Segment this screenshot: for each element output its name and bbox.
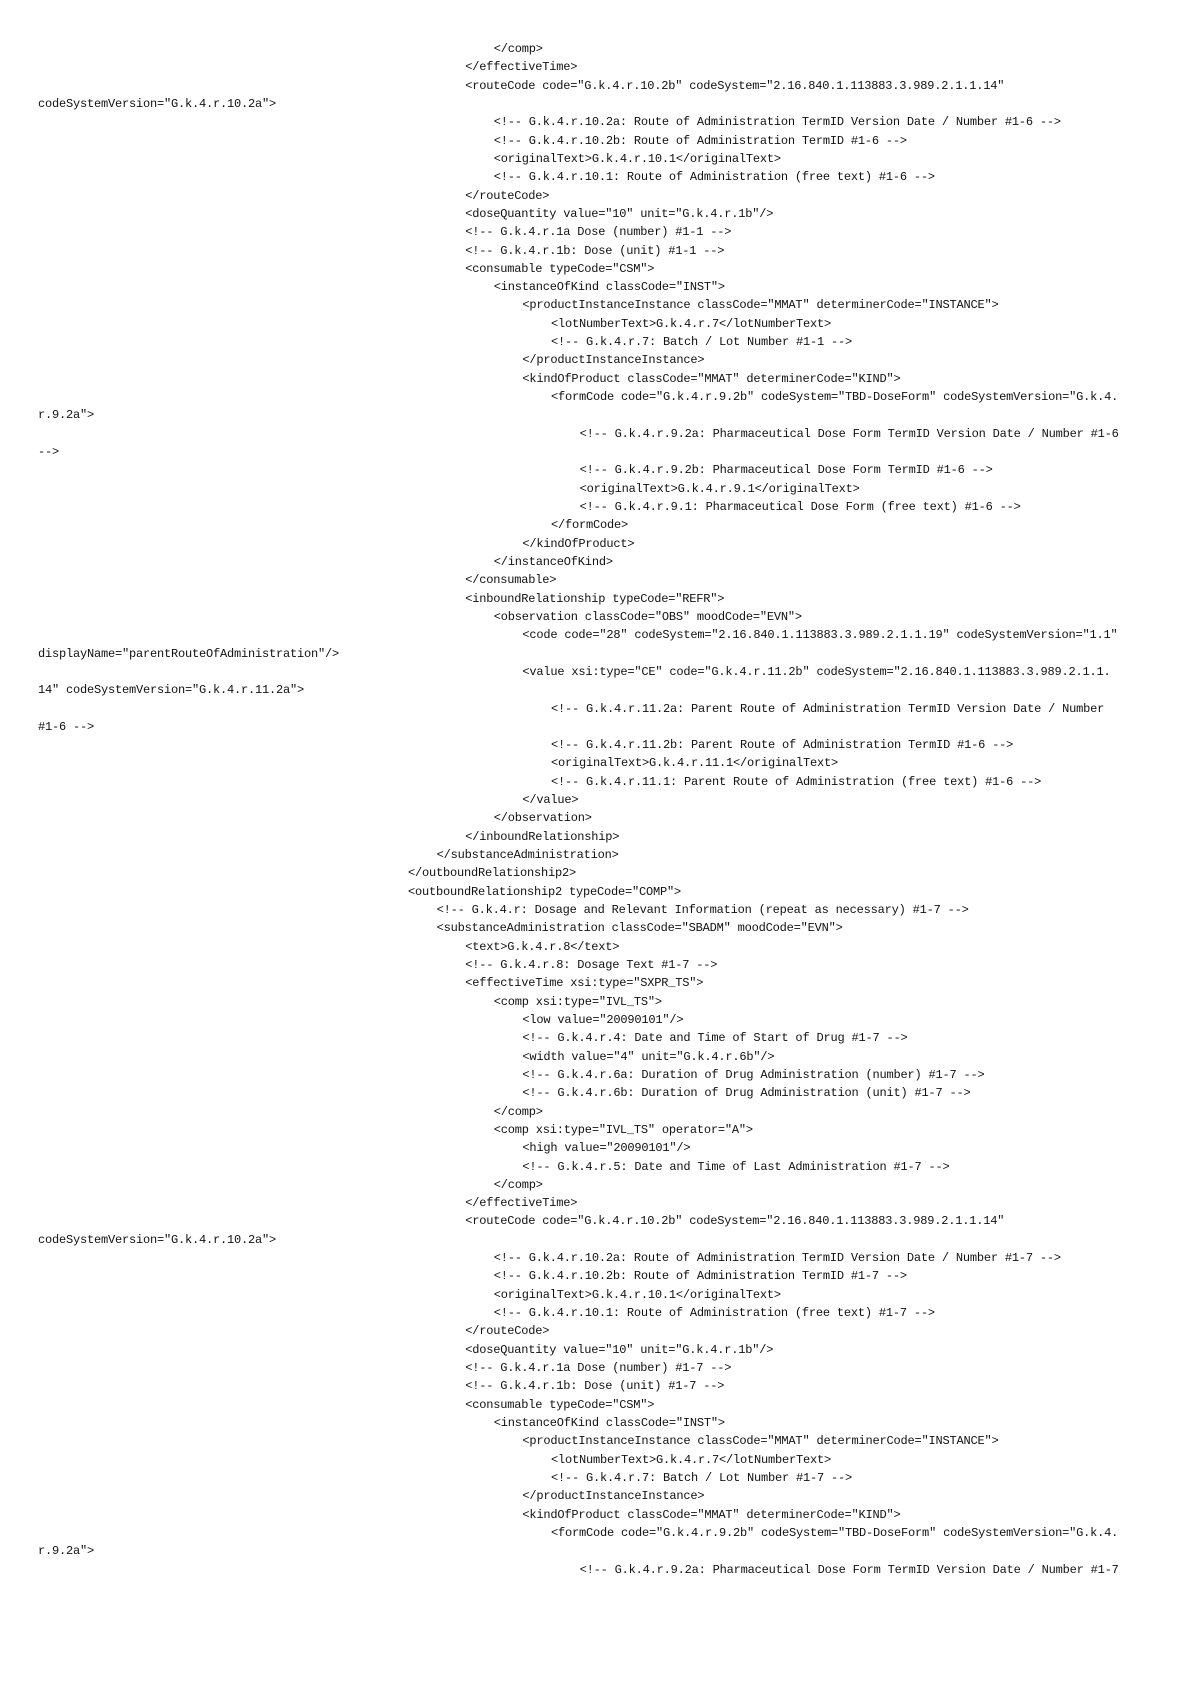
code-line: </effectiveTime> <box>465 60 578 75</box>
code-line: </consumable> <box>465 573 557 588</box>
code-line: <originalText>G.k.4.r.10.1</originalText> <box>493 1287 781 1302</box>
code-line: </productInstanceInstance> <box>522 1489 705 1504</box>
code-line: <substanceAdministration classCode="SBADM" moodCode="EVN"> <box>436 921 843 936</box>
code-line: </routeCode> <box>465 1324 550 1339</box>
code-line: <instanceOfKind classCode="INST"> <box>493 280 725 295</box>
code-line: <productInstanceInstance classCode="MMAT" determinerCode="INSTANCE"> <box>522 1434 999 1449</box>
code-line: <!-- G.k.4.r.7: Batch / Lot Number #1-1 --> <box>551 335 853 350</box>
code-line: </comp> <box>493 42 543 56</box>
code-line: <!-- G.k.4.r.10.2b: Route of Administration TermID #1-6 --> <box>493 133 907 148</box>
code-line: <!-- G.k.4.r.1a Dose (number) #1-7 --> <box>465 1361 732 1376</box>
code-line: <!-- G.k.4.r.1b: Dose (unit) #1-1 --> <box>465 243 725 258</box>
code-line: </productInstanceInstance> <box>522 353 705 368</box>
code-line: <value xsi:type="CE" code="G.k.4.r.11.2b" codeSystem="2.16.840.1.113883.3.989.2.1.1. <box>522 664 1111 679</box>
code-line: <lotNumberText>G.k.4.r.7</lotNumberText> <box>551 1452 832 1467</box>
code-line: <inboundRelationship typeCode="REFR"> <box>465 591 725 606</box>
code-line: <effectiveTime xsi:type="SXPR_TS"> <box>465 976 704 991</box>
code-line: <doseQuantity value="10" unit="G.k.4.r.1b"/> <box>465 1342 774 1357</box>
code-line: </routeCode> <box>465 188 550 203</box>
code-line: <!-- G.k.4.r.11.2a: Parent Route of Administration TermID Version Date / Number <box>551 701 1105 716</box>
code-line: <!-- G.k.4.r.10.1: Route of Administration (free text) #1-7 --> <box>493 1306 935 1321</box>
code-line: <!-- G.k.4.r.7: Batch / Lot Number #1-7 --> <box>551 1470 853 1485</box>
code-line: <productInstanceInstance classCode="MMAT" determinerCode="INSTANCE"> <box>522 298 999 313</box>
code-line: <formCode code="G.k.4.r.9.2b" codeSystem="TBD-DoseForm" codeSystemVersion="G.k.4. <box>551 1525 1119 1540</box>
code-line: <!-- G.k.4.r.11.1: Parent Route of Administration (free text) #1-6 --> <box>551 774 1042 789</box>
code-line: </effectiveTime> <box>465 1196 578 1211</box>
code-line: </comp> <box>493 1177 543 1192</box>
code-line: <kindOfProduct classCode="MMAT" determinerCode="KIND"> <box>522 371 901 386</box>
code-line: <!-- G.k.4.r.1a Dose (number) #1-1 --> <box>465 225 732 240</box>
code-line: </instanceOfKind> <box>493 554 613 569</box>
code-line: <outboundRelationship2 typeCode="COMP"> <box>408 884 682 899</box>
code-line: <code code="28" codeSystem="2.16.840.1.113883.3.989.2.1.1.19" codeSystemVersion="1.1" <box>522 628 1118 643</box>
code-line: </kindOfProduct> <box>522 536 635 551</box>
code-line-wrapped: 14" codeSystemVersion="G.k.4.r.11.2a"> <box>38 683 305 698</box>
code-line: <!-- G.k.4.r.10.1: Route of Administration (free text) #1-6 --> <box>493 170 935 185</box>
code-line: <routeCode code="G.k.4.r.10.2b" codeSystem="2.16.840.1.113883.3.989.2.1.1.14" <box>465 1214 1005 1229</box>
code-line: </substanceAdministration> <box>436 848 619 863</box>
code-line: <!-- G.k.4.r: Dosage and Relevant Information (repeat as necessary) #1-7 --> <box>436 903 969 918</box>
code-line: <observation classCode="OBS" moodCode="EVN"> <box>493 609 802 624</box>
code-line: <!-- G.k.4.r.1b: Dose (unit) #1-7 --> <box>465 1379 725 1394</box>
code-line-wrapped: r.9.2a"> <box>38 408 95 423</box>
code-line-wrapped: r.9.2a"> <box>38 1544 95 1559</box>
code-line: <!-- G.k.4.r.9.2a: Pharmaceutical Dose Form TermID Version Date / Number #1-7 <box>579 1562 1119 1577</box>
code-line: <!-- G.k.4.r.10.2a: Route of Administration TermID Version Date / Number #1-6 --> <box>493 115 1061 130</box>
code-line-wrapped: #1-6 --> <box>38 719 95 734</box>
code-line: <!-- G.k.4.r.11.2b: Parent Route of Administration TermID #1-6 --> <box>551 738 1014 753</box>
code-line: <!-- G.k.4.r.5: Date and Time of Last Administration #1-7 --> <box>522 1159 950 1174</box>
code-line: <text>G.k.4.r.8</text> <box>465 939 620 954</box>
code-line: <!-- G.k.4.r.10.2a: Route of Administration TermID Version Date / Number #1-7 --> <box>493 1251 1061 1266</box>
code-line: <width value="4" unit="G.k.4.r.6b"/> <box>522 1049 775 1064</box>
code-line-wrapped: codeSystemVersion="G.k.4.r.10.2a"> <box>38 96 277 111</box>
code-line: <consumable typeCode="CSM"> <box>465 1397 655 1412</box>
code-line: <kindOfProduct classCode="MMAT" determinerCode="KIND"> <box>522 1507 901 1522</box>
code-line-wrapped: --> <box>38 445 60 460</box>
code-line: </formCode> <box>551 518 629 533</box>
code-line: <!-- G.k.4.r.10.2b: Route of Administration TermID #1-7 --> <box>493 1269 907 1284</box>
code-line: <formCode code="G.k.4.r.9.2b" codeSystem="TBD-DoseForm" codeSystemVersion="G.k.4. <box>551 390 1119 405</box>
code-line-wrapped: displayName="parentRouteOfAdministration"/> <box>38 646 340 661</box>
code-line: <!-- G.k.4.r.9.2b: Pharmaceutical Dose Form TermID #1-6 --> <box>579 463 993 478</box>
code-line: <doseQuantity value="10" unit="G.k.4.r.1b"/> <box>465 206 774 221</box>
code-line: <!-- G.k.4.r.6a: Duration of Drug Administration (number) #1-7 --> <box>522 1067 985 1082</box>
code-line: <high value="20090101"/> <box>522 1141 691 1156</box>
code-line: </observation> <box>493 811 592 826</box>
code-line: </outboundRelationship2> <box>408 866 577 881</box>
code-line: <originalText>G.k.4.r.9.1</originalText> <box>579 481 860 496</box>
document-page <box>38 36 1124 1580</box>
code-line: </value> <box>522 793 579 808</box>
code-line: <!-- G.k.4.r.8: Dosage Text #1-7 --> <box>465 958 718 972</box>
code-line: </comp> <box>493 1104 543 1119</box>
code-line: <low value="20090101"/> <box>522 1012 684 1027</box>
code-line: <instanceOfKind classCode="INST"> <box>493 1416 725 1430</box>
code-line: <comp xsi:type="IVL_TS" operator="A"> <box>493 1122 753 1137</box>
code-line: <!-- G.k.4.r.4: Date and Time of Start of Drug #1-7 --> <box>522 1031 908 1046</box>
code-line: <originalText>G.k.4.r.11.1</originalText> <box>551 756 839 771</box>
code-line: <!-- G.k.4.r.9.2a: Pharmaceutical Dose Form TermID Version Date / Number #1-6 <box>579 426 1119 441</box>
code-line: <!-- G.k.4.r.9.1: Pharmaceutical Dose Form (free text) #1-6 --> <box>579 500 1021 514</box>
code-line: <originalText>G.k.4.r.10.1</originalText> <box>493 151 781 166</box>
code-line: </inboundRelationship> <box>465 829 620 844</box>
code-line-wrapped: codeSystemVersion="G.k.4.r.10.2a"> <box>38 1232 277 1247</box>
code-line: <lotNumberText>G.k.4.r.7</lotNumberText> <box>551 316 832 331</box>
code-line: <!-- G.k.4.r.6b: Duration of Drug Administration (unit) #1-7 --> <box>522 1086 971 1101</box>
code-line: <consumable typeCode="CSM"> <box>465 261 655 276</box>
code-line: <routeCode code="G.k.4.r.10.2b" codeSystem="2.16.840.1.113883.3.989.2.1.1.14" <box>465 78 1005 93</box>
code-line: <comp xsi:type="IVL_TS"> <box>493 994 662 1009</box>
